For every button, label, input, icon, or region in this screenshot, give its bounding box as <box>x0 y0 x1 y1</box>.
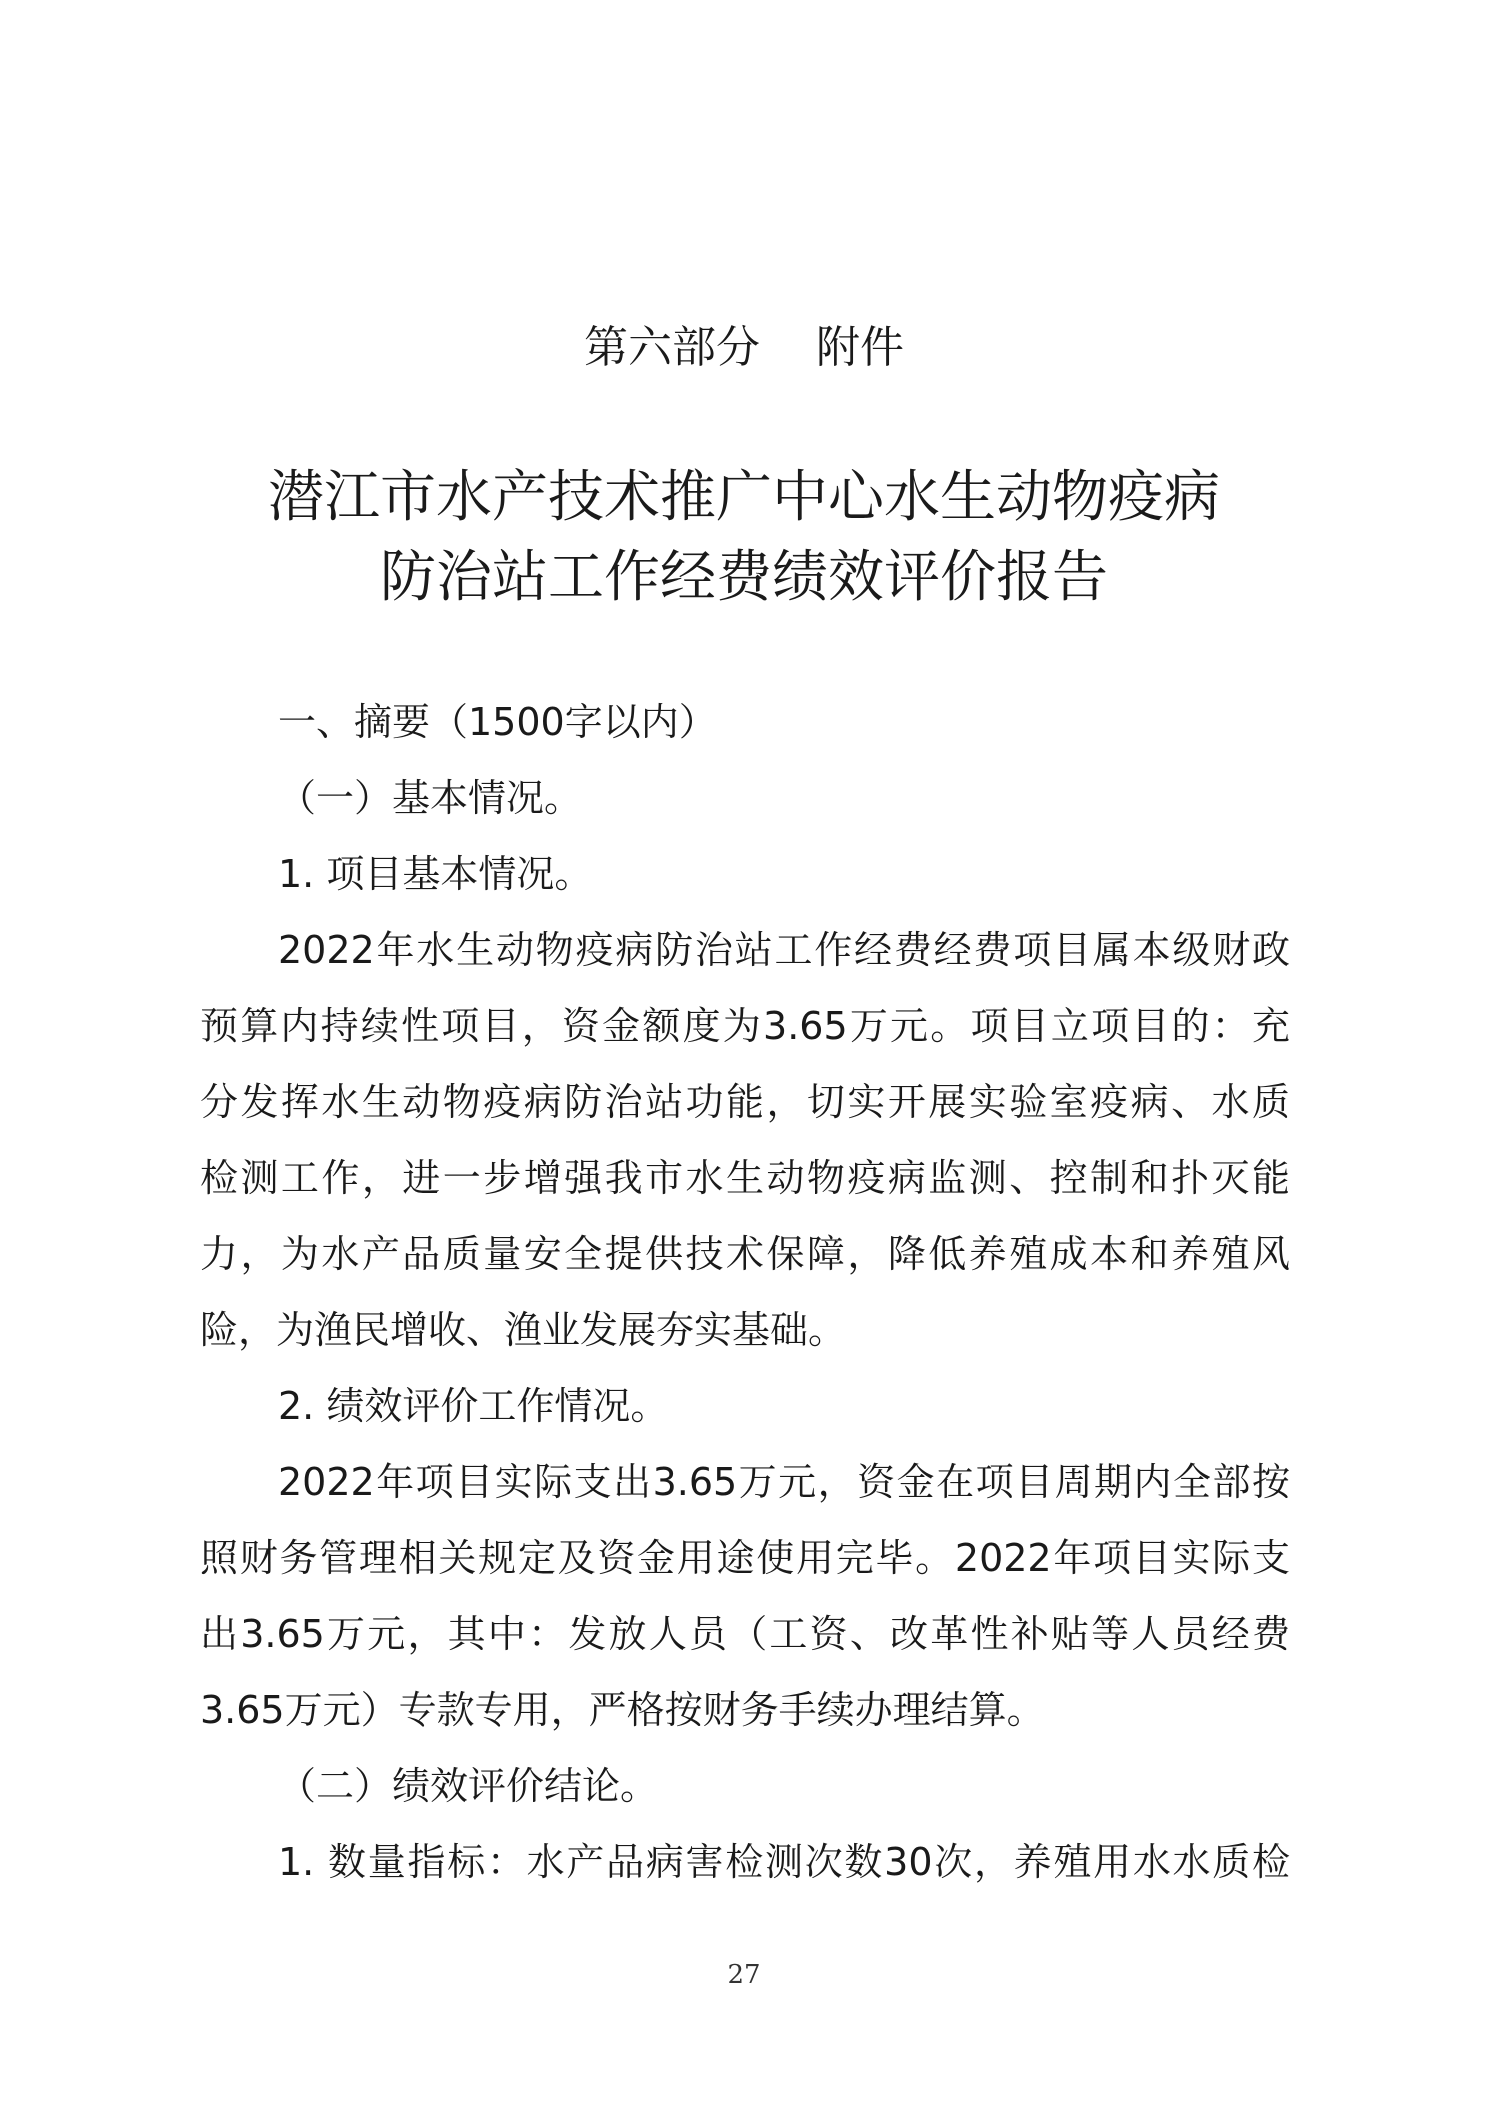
paragraph-line: 2022年项目实际支出3.65万元，资金在项目周期内全部按 <box>278 1460 1290 1504</box>
paragraph-line: 出3.65万元，其中：发放人员（工资、改革性补贴等人员经费 <box>200 1612 1290 1656</box>
paragraph-line: 力，为水产品质量安全提供技术保障，降低养殖成本和养殖风 <box>200 1232 1290 1276</box>
subsection-heading-conclusion: （二）绩效评价结论。 <box>278 1764 659 1808</box>
paragraph-line: 1. 数量指标：水产品病害检测次数30次，养殖用水水质检 <box>278 1840 1290 1884</box>
paragraph-line: 3.65万元）专款专用，严格按财务手续办理结算。 <box>200 1688 1045 1732</box>
report-title-line-2: 防治站工作经费绩效评价报告 <box>380 545 1108 610</box>
report-title-line-1: 潜江市水产技术推广中心水生动物疫病 <box>268 465 1220 530</box>
paragraph-line: 预算内持续性项目，资金额度为3.65万元。项目立项目的：充 <box>200 1004 1290 1048</box>
paragraph-line: 2022年水生动物疫病防治站工作经费经费项目属本级财政 <box>278 928 1290 972</box>
report-title <box>0 458 1488 618</box>
paragraph-line: 检测工作，进一步增强我市水生动物疫病监测、控制和扑灭能 <box>200 1156 1290 1200</box>
subsection-heading-basic: （一）基本情况。 <box>278 776 583 820</box>
part-title: 第六部分 附件 <box>584 322 904 373</box>
paragraph-line: 分发挥水生动物疫病防治站功能，切实开展实验室疫病、水质 <box>200 1080 1290 1124</box>
paragraph-line: 险，为渔民增收、渔业发展夯实基础。 <box>200 1308 847 1352</box>
section-heading-summary: 一、摘要（1500字以内） <box>278 700 717 744</box>
item-heading-project-basic: 1. 项目基本情况。 <box>278 852 593 896</box>
paragraph-line: 照财务管理相关规定及资金用途使用完毕。2022年项目实际支 <box>200 1536 1290 1580</box>
item-heading-evaluation-work: 2. 绩效评价工作情况。 <box>278 1384 669 1428</box>
page-number: 27 <box>727 1960 761 1990</box>
